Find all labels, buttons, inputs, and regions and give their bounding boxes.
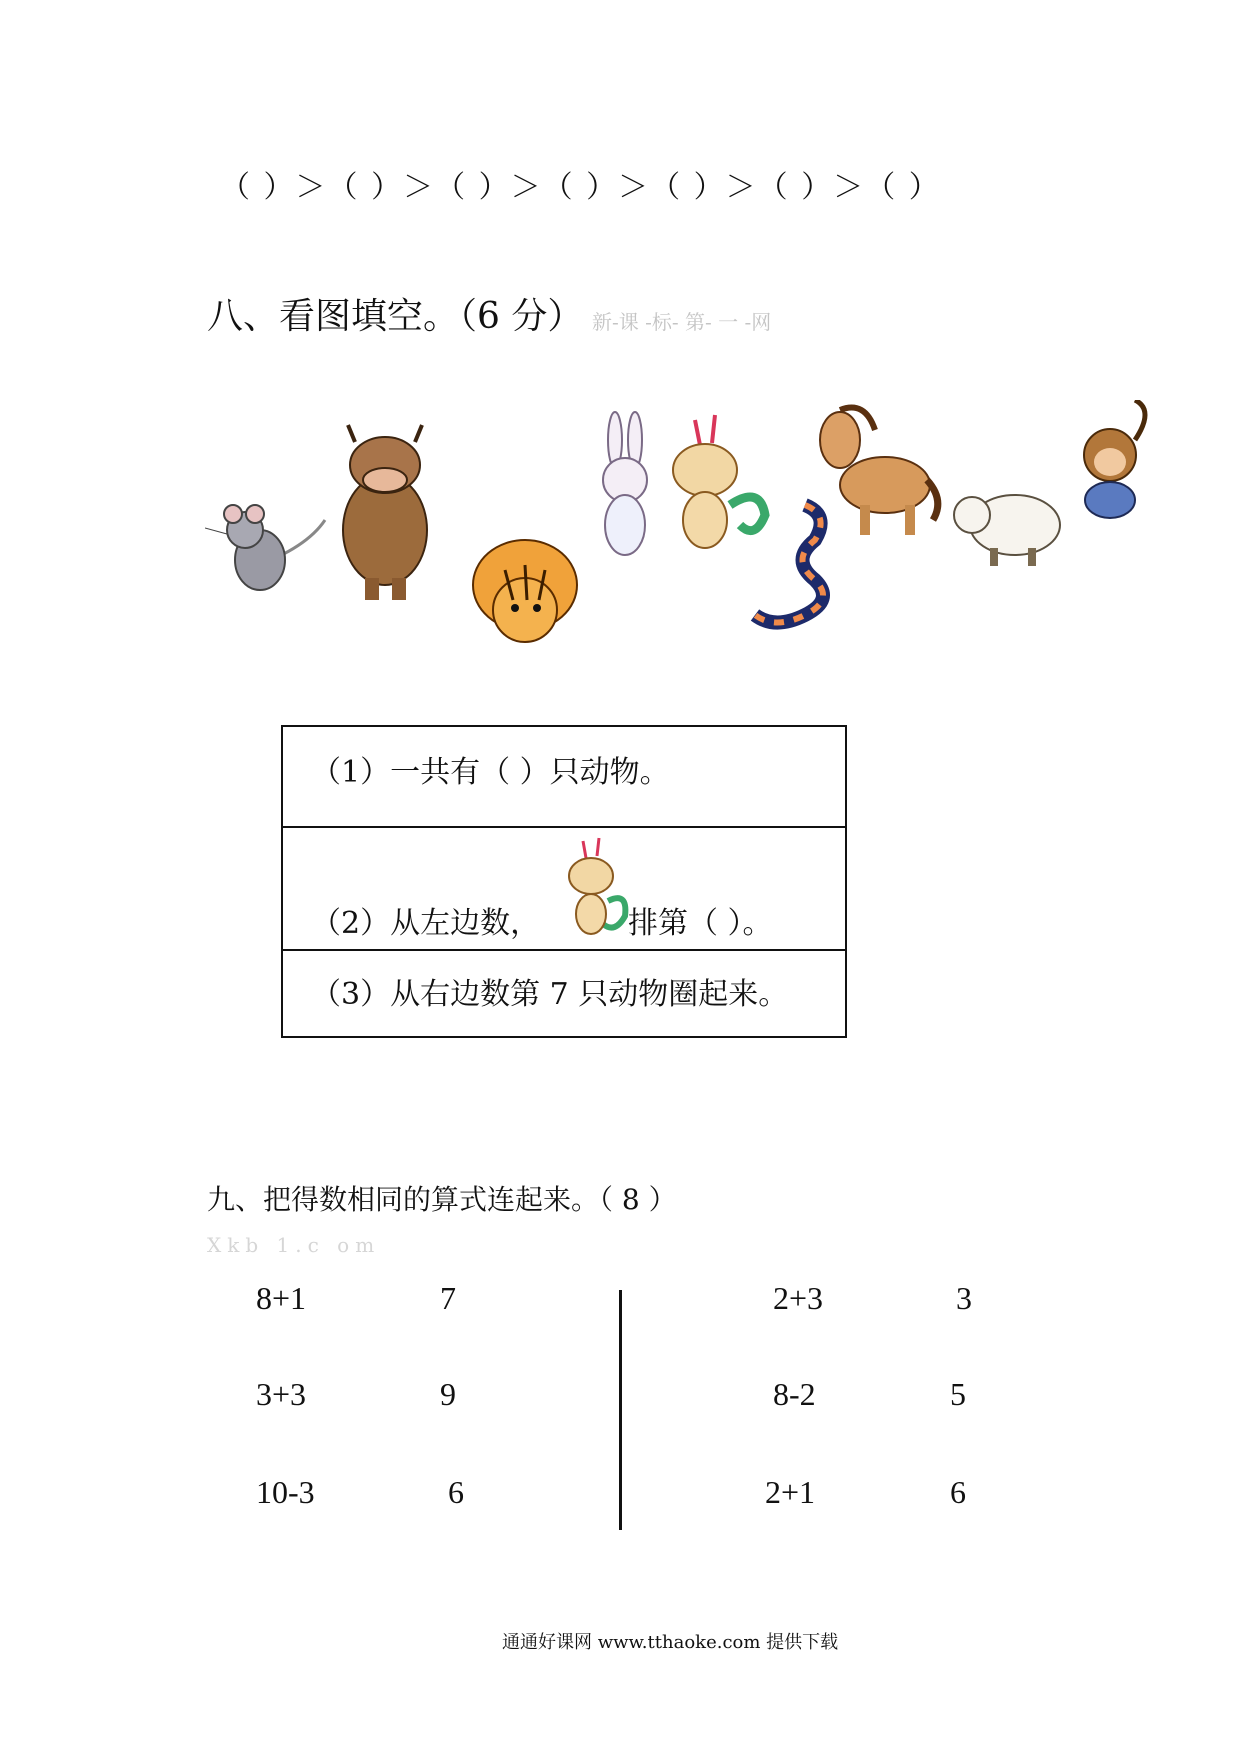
right-expression-2: 8-2 — [773, 1376, 816, 1412]
right-result-2: 5 — [950, 1376, 966, 1412]
left-result-3: 6 — [448, 1474, 464, 1510]
dragon-icon — [673, 415, 765, 548]
watermark-text: 新-课 -标- 第- 一 -网 — [592, 310, 772, 334]
left-expression-2: 3+3 — [256, 1376, 307, 1412]
section-8-title: 八、看图填空。（6 分） — [207, 296, 584, 337]
column-divider — [619, 1290, 622, 1530]
right-result-1: 3 — [956, 1280, 972, 1316]
question-1: （1）一共有（ ）只动物。 — [311, 755, 670, 790]
left-result-2: 9 — [440, 1376, 456, 1412]
ox-icon — [343, 425, 427, 600]
question-3: （3）从右边数第 7 只动物圈起来。 — [311, 977, 789, 1012]
right-expression-1: 2+3 — [773, 1280, 824, 1316]
rabbit-icon — [603, 412, 647, 555]
question-3-row — [283, 949, 845, 1036]
question-2-suffix: 排第（ ）。 — [628, 906, 773, 941]
left-expression-1: 8+1 — [256, 1280, 307, 1316]
tiger-icon — [473, 540, 577, 642]
right-result-3: 6 — [950, 1474, 966, 1510]
mouse-icon — [205, 505, 325, 590]
footer-text: 通通好课网 www.tthaoke.com 提供下载 — [502, 1632, 839, 1653]
section-9-title: 九、把得数相同的算式连起来。（ 8 ） — [207, 1183, 677, 1216]
question-2-row — [283, 826, 845, 951]
inequality-row: （ ）＞（ ）＞（ ）＞（ ）＞（ ）＞（ ）＞（ ） — [220, 170, 941, 205]
question-table — [281, 725, 847, 1038]
question-1-row — [283, 727, 845, 828]
watermark-text-2: Xkb 1.c om — [207, 1233, 381, 1257]
left-result-1: 7 — [440, 1280, 456, 1316]
left-expression-3: 10-3 — [256, 1474, 315, 1510]
zodiac-animals-illustration — [205, 400, 1195, 650]
sheep-icon — [954, 495, 1060, 566]
right-expression-3: 2+1 — [765, 1474, 816, 1510]
monkey-icon — [1084, 400, 1145, 518]
horse-icon — [820, 408, 938, 536]
dragon-icon — [553, 836, 631, 946]
question-2-prefix: （2）从左边数， — [311, 906, 541, 941]
